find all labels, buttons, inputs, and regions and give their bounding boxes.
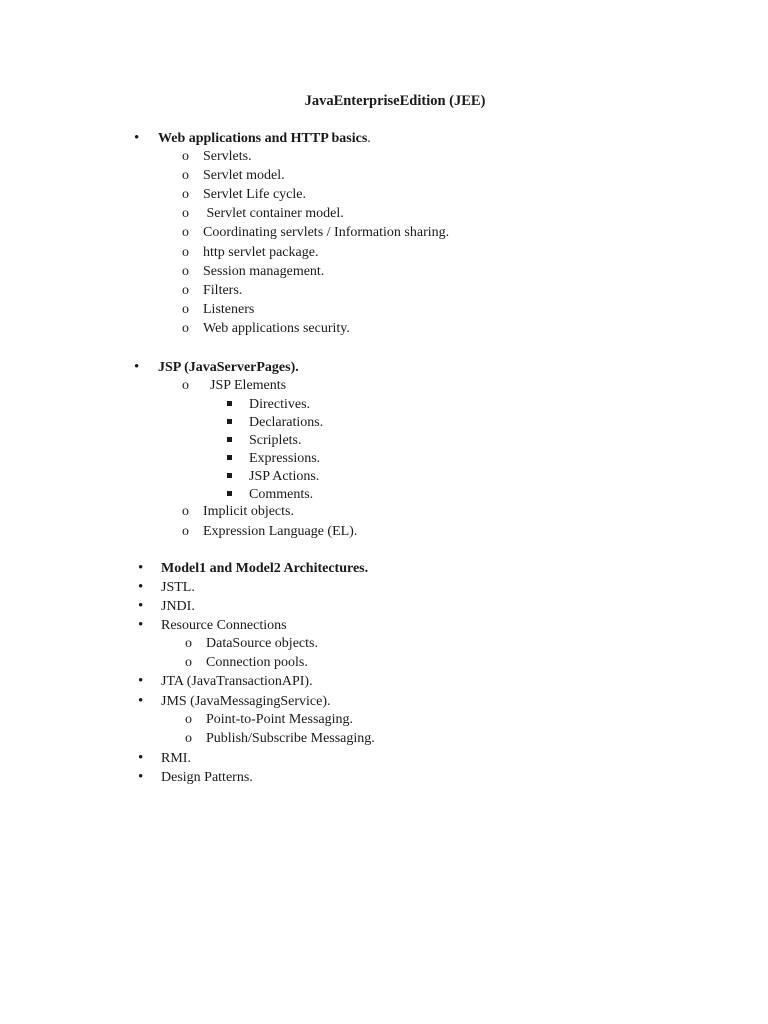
circle-marker: o (182, 321, 189, 336)
square-bullet-icon (227, 473, 232, 478)
section-heading-model: Model1 and Model2 Architectures. (161, 561, 369, 576)
square-bullet-icon (227, 419, 232, 424)
bullet-marker: • (138, 769, 144, 785)
square-bullet-icon (227, 401, 232, 406)
circle-marker: o (182, 187, 189, 202)
list-item-jndi: JNDI. (161, 599, 195, 614)
bullet-marker: • (138, 750, 144, 766)
sub-list-item: Scriplets. (249, 433, 302, 448)
list-item: Servlet model. (203, 168, 285, 183)
section-heading-web-text: Web applications and HTTP basics (158, 131, 368, 146)
sub-list-item: Declarations. (249, 415, 324, 430)
list-item: Implicit objects. (203, 504, 294, 519)
list-item: Servlet container model. (203, 206, 344, 221)
list-item: Connection pools. (206, 655, 308, 670)
sub-list-item: Directives. (249, 397, 311, 412)
circle-marker: o (182, 378, 189, 393)
bullet-marker: • (138, 673, 144, 689)
bullet-marker: • (138, 598, 144, 614)
circle-marker: o (182, 524, 189, 539)
square-bullet-icon (227, 437, 232, 442)
list-item-design: Design Patterns. (161, 770, 253, 785)
circle-marker: o (182, 149, 189, 164)
bullet-marker: • (138, 560, 144, 576)
square-bullet-icon (227, 455, 232, 460)
bullet-marker: • (138, 617, 144, 633)
section-heading-web-suffix: . (367, 131, 371, 146)
circle-marker: o (182, 302, 189, 317)
list-item: Servlets. (203, 149, 252, 164)
circle-marker: o (182, 245, 189, 260)
circle-marker: o (185, 712, 192, 727)
list-item: Point-to-Point Messaging. (206, 712, 354, 727)
bullet-marker: • (138, 693, 144, 709)
circle-marker: o (182, 168, 189, 183)
sub-list-item: JSP Actions. (249, 469, 320, 484)
circle-marker: o (185, 731, 192, 746)
circle-marker: o (185, 655, 192, 670)
list-item: DataSource objects. (206, 636, 318, 651)
sub-list-item: Comments. (249, 487, 314, 502)
bullet-marker: • (138, 579, 144, 595)
list-item: Expression Language (EL). (203, 524, 358, 539)
list-item: Session management. (203, 264, 325, 279)
list-item: Coordinating servlets / Information sharing. (203, 225, 450, 240)
list-item-jms: JMS (JavaMessagingService). (161, 694, 331, 709)
list-item: Publish/Subscribe Messaging. (206, 731, 375, 746)
section-heading-jsp: JSP (JavaServerPages). (158, 360, 299, 375)
list-item-resource: Resource Connections (161, 618, 287, 633)
square-bullet-icon (227, 491, 232, 496)
circle-marker: o (182, 225, 189, 240)
list-item: Servlet Life cycle. (203, 187, 307, 202)
circle-marker: o (182, 206, 189, 221)
list-item: http servlet package. (203, 245, 319, 260)
list-item: Listeners (203, 302, 255, 317)
section-heading-web (158, 129, 371, 148)
list-item: Filters. (203, 283, 243, 298)
bullet-marker: • (134, 130, 140, 146)
circle-marker: o (182, 283, 189, 298)
list-item-rmi: RMI. (161, 751, 191, 766)
bullet-marker: • (134, 359, 140, 375)
list-item: Web applications security. (203, 321, 350, 336)
circle-marker: o (185, 636, 192, 651)
list-item-jta: JTA (JavaTransactionAPI). (161, 674, 313, 689)
circle-marker: o (182, 264, 189, 279)
list-item-jstl: JSTL. (161, 580, 195, 595)
document-title: JavaEnterpriseEdition (JEE) (304, 93, 486, 109)
sub-list-item: Expressions. (249, 451, 321, 466)
circle-marker: o (182, 504, 189, 519)
list-item-jsp-elements: JSP Elements (210, 378, 287, 393)
